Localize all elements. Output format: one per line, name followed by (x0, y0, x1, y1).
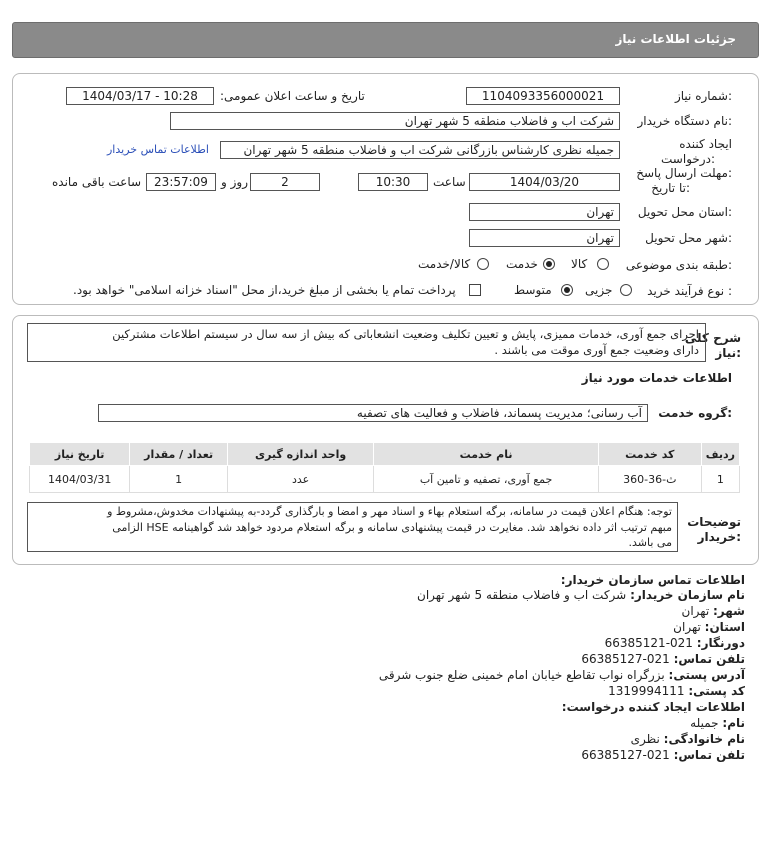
category-label: طبقه بندی موضوعی: (625, 258, 732, 272)
deadline-time-label: ساعت (433, 175, 466, 189)
process-minor-radio[interactable] (620, 284, 632, 296)
province-label: استان محل تحویل: (637, 205, 732, 219)
remaining-time-field[interactable]: 23:57:09 (146, 173, 216, 191)
creator-label-1: ایجاد کننده (679, 137, 732, 151)
announce-date-label: تاریخ و ساعت اعلان عمومی: (220, 89, 365, 103)
service-group-label: گروه خدمت: (658, 406, 732, 420)
page-header (12, 22, 759, 58)
notes-line-2: مبهم ترتیب اثر داده نخواهد شد. مغایرت در قیمت پیشنهادی سامانه و برگه استعلام مردود خواهد شد گواهینامه HSE الزامی (112, 520, 672, 534)
process-medium-label: متوسط (514, 283, 552, 297)
notes-line-3: می باشد. (628, 536, 672, 549)
cell-need-date: 1404/03/31 (30, 466, 130, 493)
cell-service-name: جمع آوری، تصفیه و تامین آب (374, 466, 599, 493)
col-need-date: تاریخ نیاز (30, 443, 130, 466)
need-number-label: شماره نیاز: (674, 89, 732, 103)
creator-contact-phone: تلفن تماس: 021-66385127 (581, 748, 745, 762)
category-goods-radio[interactable] (597, 258, 609, 270)
treasury-payment-checkbox[interactable] (469, 284, 481, 296)
remaining-label: ساعت باقی مانده (52, 175, 142, 189)
description-label-1: شرح کلی (684, 331, 741, 345)
table-row[interactable] (30, 466, 740, 493)
buyer-org-label: نام دستگاه خریدار: (637, 114, 732, 128)
buyer-contact-title: اطلاعات تماس سازمان خریدار: (560, 573, 745, 587)
days-remaining-field[interactable]: 2 (250, 173, 320, 191)
notes-label-1: توضیحات (687, 515, 741, 529)
notes-line-1: توجه: هنگام اعلان قیمت در سامانه، برگه استعلام بهاء و اسناد مهر و امضا و بارگذاری گردد-به پیشنهادات مخدوش،مشروط و (107, 505, 672, 518)
description-label-2: نیاز: (715, 346, 741, 360)
col-service-name: نام خدمت (374, 443, 599, 466)
col-quantity: تعداد / مقدار (130, 443, 228, 466)
notes-label-2: خریدار: (697, 530, 741, 544)
announce-date-field[interactable]: 1404/03/17 - 10:28 (66, 87, 214, 105)
cell-row-number: 1 (701, 466, 739, 493)
days-label: روز و (221, 175, 248, 189)
buyer-contact-province: استان: تهران (673, 620, 745, 634)
description-box[interactable] (27, 323, 706, 362)
category-service-label: خدمت (506, 257, 538, 271)
process-label: نوع فرآیند خرید : (647, 284, 732, 298)
col-service-code: کد خدمت (598, 443, 701, 466)
description-line-2: دارای وضعیت جمع آوری موقت می باشند . (494, 343, 699, 357)
creator-contact-family: نام خانوادگی: نظری (630, 732, 745, 746)
creator-field[interactable]: جمیله نظری کارشناس بازرگانی شرکت اب و فاضلاب منطقه 5 شهر تهران (220, 141, 620, 159)
buyer-contact-org: نام سازمان خریدار: شرکت اب و فاضلاب منطقه 5 شهر تهران (417, 588, 745, 602)
description-line-1: اجرای جمع آوری، خدمات ممیزی، پایش و تعیین تکلیف وضعیت انشعاباتی که بیش از سه سال در سیستم اطلاعات مشترکین (112, 327, 699, 341)
services-table-header (30, 443, 740, 466)
deadline-date-field[interactable]: 1404/03/20 (469, 173, 620, 191)
city-label: شهر محل تحویل: (645, 231, 732, 245)
category-goods-service-radio[interactable] (477, 258, 489, 270)
province-field[interactable]: تهران (469, 203, 620, 221)
creator-contact-name: نام: جمیله (690, 716, 745, 730)
category-goods-service-label: کالا/خدمت (418, 257, 471, 271)
services-section-title: اطلاعات خدمات مورد نیاز (581, 371, 732, 385)
buyer-contact-fax: دورنگار: 021-66385121 (604, 636, 745, 650)
col-unit: واحد اندازه گیری (227, 443, 373, 466)
cell-quantity: 1 (130, 466, 228, 493)
buyer-contact-link[interactable]: اطلاعات تماس خریدار (107, 143, 209, 156)
city-field[interactable]: تهران (469, 229, 620, 247)
buyer-contact-postal: کد پستی: 1319994111 (608, 684, 745, 698)
services-table (29, 442, 740, 493)
notes-box[interactable] (27, 502, 678, 552)
treasury-payment-note: پرداخت تمام یا بخشی از مبلغ خرید،از محل "اسناد خزانه اسلامی" خواهد بود. (73, 283, 456, 297)
buyer-contact-phone: تلفن تماس: 021-66385127 (581, 652, 745, 666)
process-minor-label: جزیی (585, 283, 613, 297)
deadline-time-field[interactable]: 10:30 (358, 173, 428, 191)
category-goods-label: کالا (571, 257, 588, 271)
deadline-label-2: تا تاریخ: (651, 181, 690, 195)
buyer-org-field[interactable]: شرکت اب و فاضلاب منطقه 5 شهر تهران (170, 112, 620, 130)
cell-unit: عدد (227, 466, 373, 493)
service-group-field[interactable]: آب رسانی؛ مدیریت پسماند، فاضلاب و فعالیت های تصفیه (98, 404, 648, 422)
cell-service-code: ث-36-360 (598, 466, 701, 493)
deadline-label-1: مهلت ارسال پاسخ: (636, 166, 732, 180)
process-medium-radio[interactable] (561, 284, 573, 296)
buyer-contact-city: شهر: تهران (681, 604, 745, 618)
col-row-number: ردیف (701, 443, 739, 466)
category-service-radio[interactable] (543, 258, 555, 270)
page-title: جزئیات اطلاعات نیاز (615, 32, 736, 46)
buyer-contact-address: آدرس پستی: بزرگراه نواب تقاطع خیابان امام خمینی ضلع جنوب شرقی (378, 668, 745, 682)
creator-contact-title: اطلاعات ایجاد کننده درخواست: (561, 700, 745, 714)
creator-label-2: درخواست: (661, 152, 715, 166)
need-number-field[interactable]: 1104093356000021 (466, 87, 620, 105)
